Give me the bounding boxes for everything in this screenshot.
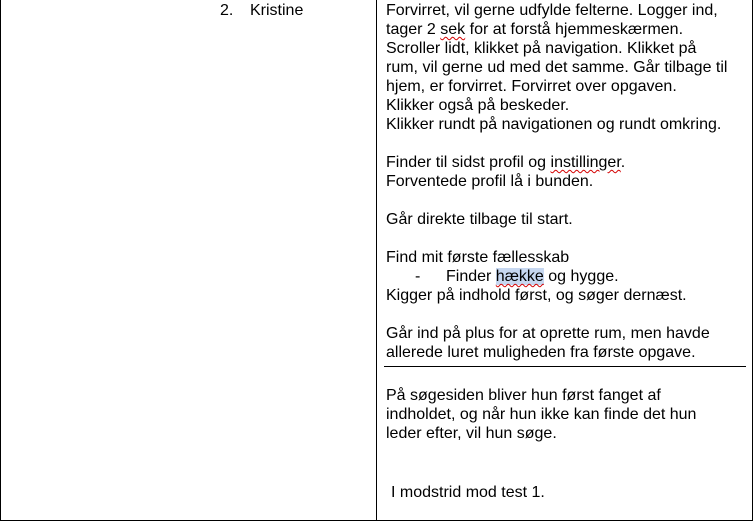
note-line: hjem, er forvirret. Forvirret over opgaven. bbox=[386, 78, 677, 95]
table-border-left bbox=[0, 0, 1, 521]
participant-name: Kristine bbox=[250, 2, 304, 19]
note-text: Finder til sidst profil og bbox=[386, 154, 551, 171]
note-line: Scroller lidt, klikket på navigation. Klikket på bbox=[386, 40, 697, 57]
conclusion-note[interactable]: I modstrid mod test 1. bbox=[391, 484, 545, 501]
note-line: allerede luret muligheden fra første opgave. bbox=[386, 344, 696, 361]
note-text: . bbox=[620, 154, 626, 171]
note-line: Kigger på indhold først, og søger dernæst. bbox=[386, 287, 687, 304]
table-border-bottom bbox=[0, 520, 753, 521]
list-number: 2. bbox=[220, 2, 234, 19]
note-text: for at forstå hjemmeskærmen. bbox=[465, 21, 684, 38]
note-line: rum, vil gerne ud med det samme. Går tilbage til bbox=[386, 59, 728, 76]
blank-line bbox=[386, 305, 748, 324]
blank-line bbox=[386, 134, 748, 153]
blank-line bbox=[386, 191, 748, 210]
note-line: leder efter, vil hun søge. bbox=[386, 425, 557, 442]
note-text: tager 2 bbox=[386, 21, 441, 38]
note-line: Find mit første fællesskab bbox=[386, 249, 570, 266]
note-line: Klikker rundt på navigationen og rundt omkring. bbox=[386, 116, 722, 133]
paragraph-divider bbox=[384, 366, 746, 367]
spelling-error[interactable]: sek bbox=[440, 21, 466, 38]
participant-cell[interactable] bbox=[220, 1, 303, 20]
selected-word[interactable]: hække bbox=[495, 268, 544, 285]
bullet-dash: - bbox=[415, 268, 421, 285]
note-text: og hygge. bbox=[543, 268, 619, 285]
search-observation[interactable] bbox=[386, 386, 748, 443]
table-column-divider bbox=[376, 0, 377, 521]
observation-notes[interactable] bbox=[386, 1, 748, 362]
bullet-item bbox=[386, 267, 748, 286]
note-line: Forventede profil lå i bunden. bbox=[386, 173, 594, 190]
spelling-error[interactable]: instillinger bbox=[550, 154, 621, 171]
note-line: Forvirret, vil gerne udfylde felterne. Logger ind, bbox=[386, 2, 718, 19]
note-line: På søgesiden bliver hun først fanget af bbox=[386, 387, 661, 404]
note-line: Går direkte tilbage til start. bbox=[386, 211, 573, 228]
note-line: Klikker også på beskeder. bbox=[386, 97, 570, 114]
note-line bbox=[386, 153, 748, 172]
note-line: indholdet, og når hun ikke kan finde det hun bbox=[386, 406, 697, 423]
blank-line bbox=[386, 229, 748, 248]
note-text: Finder bbox=[446, 268, 496, 285]
note-line: Går ind på plus for at oprette rum, men havde bbox=[386, 325, 710, 342]
note-line bbox=[386, 20, 748, 39]
table-border-right bbox=[752, 0, 753, 521]
